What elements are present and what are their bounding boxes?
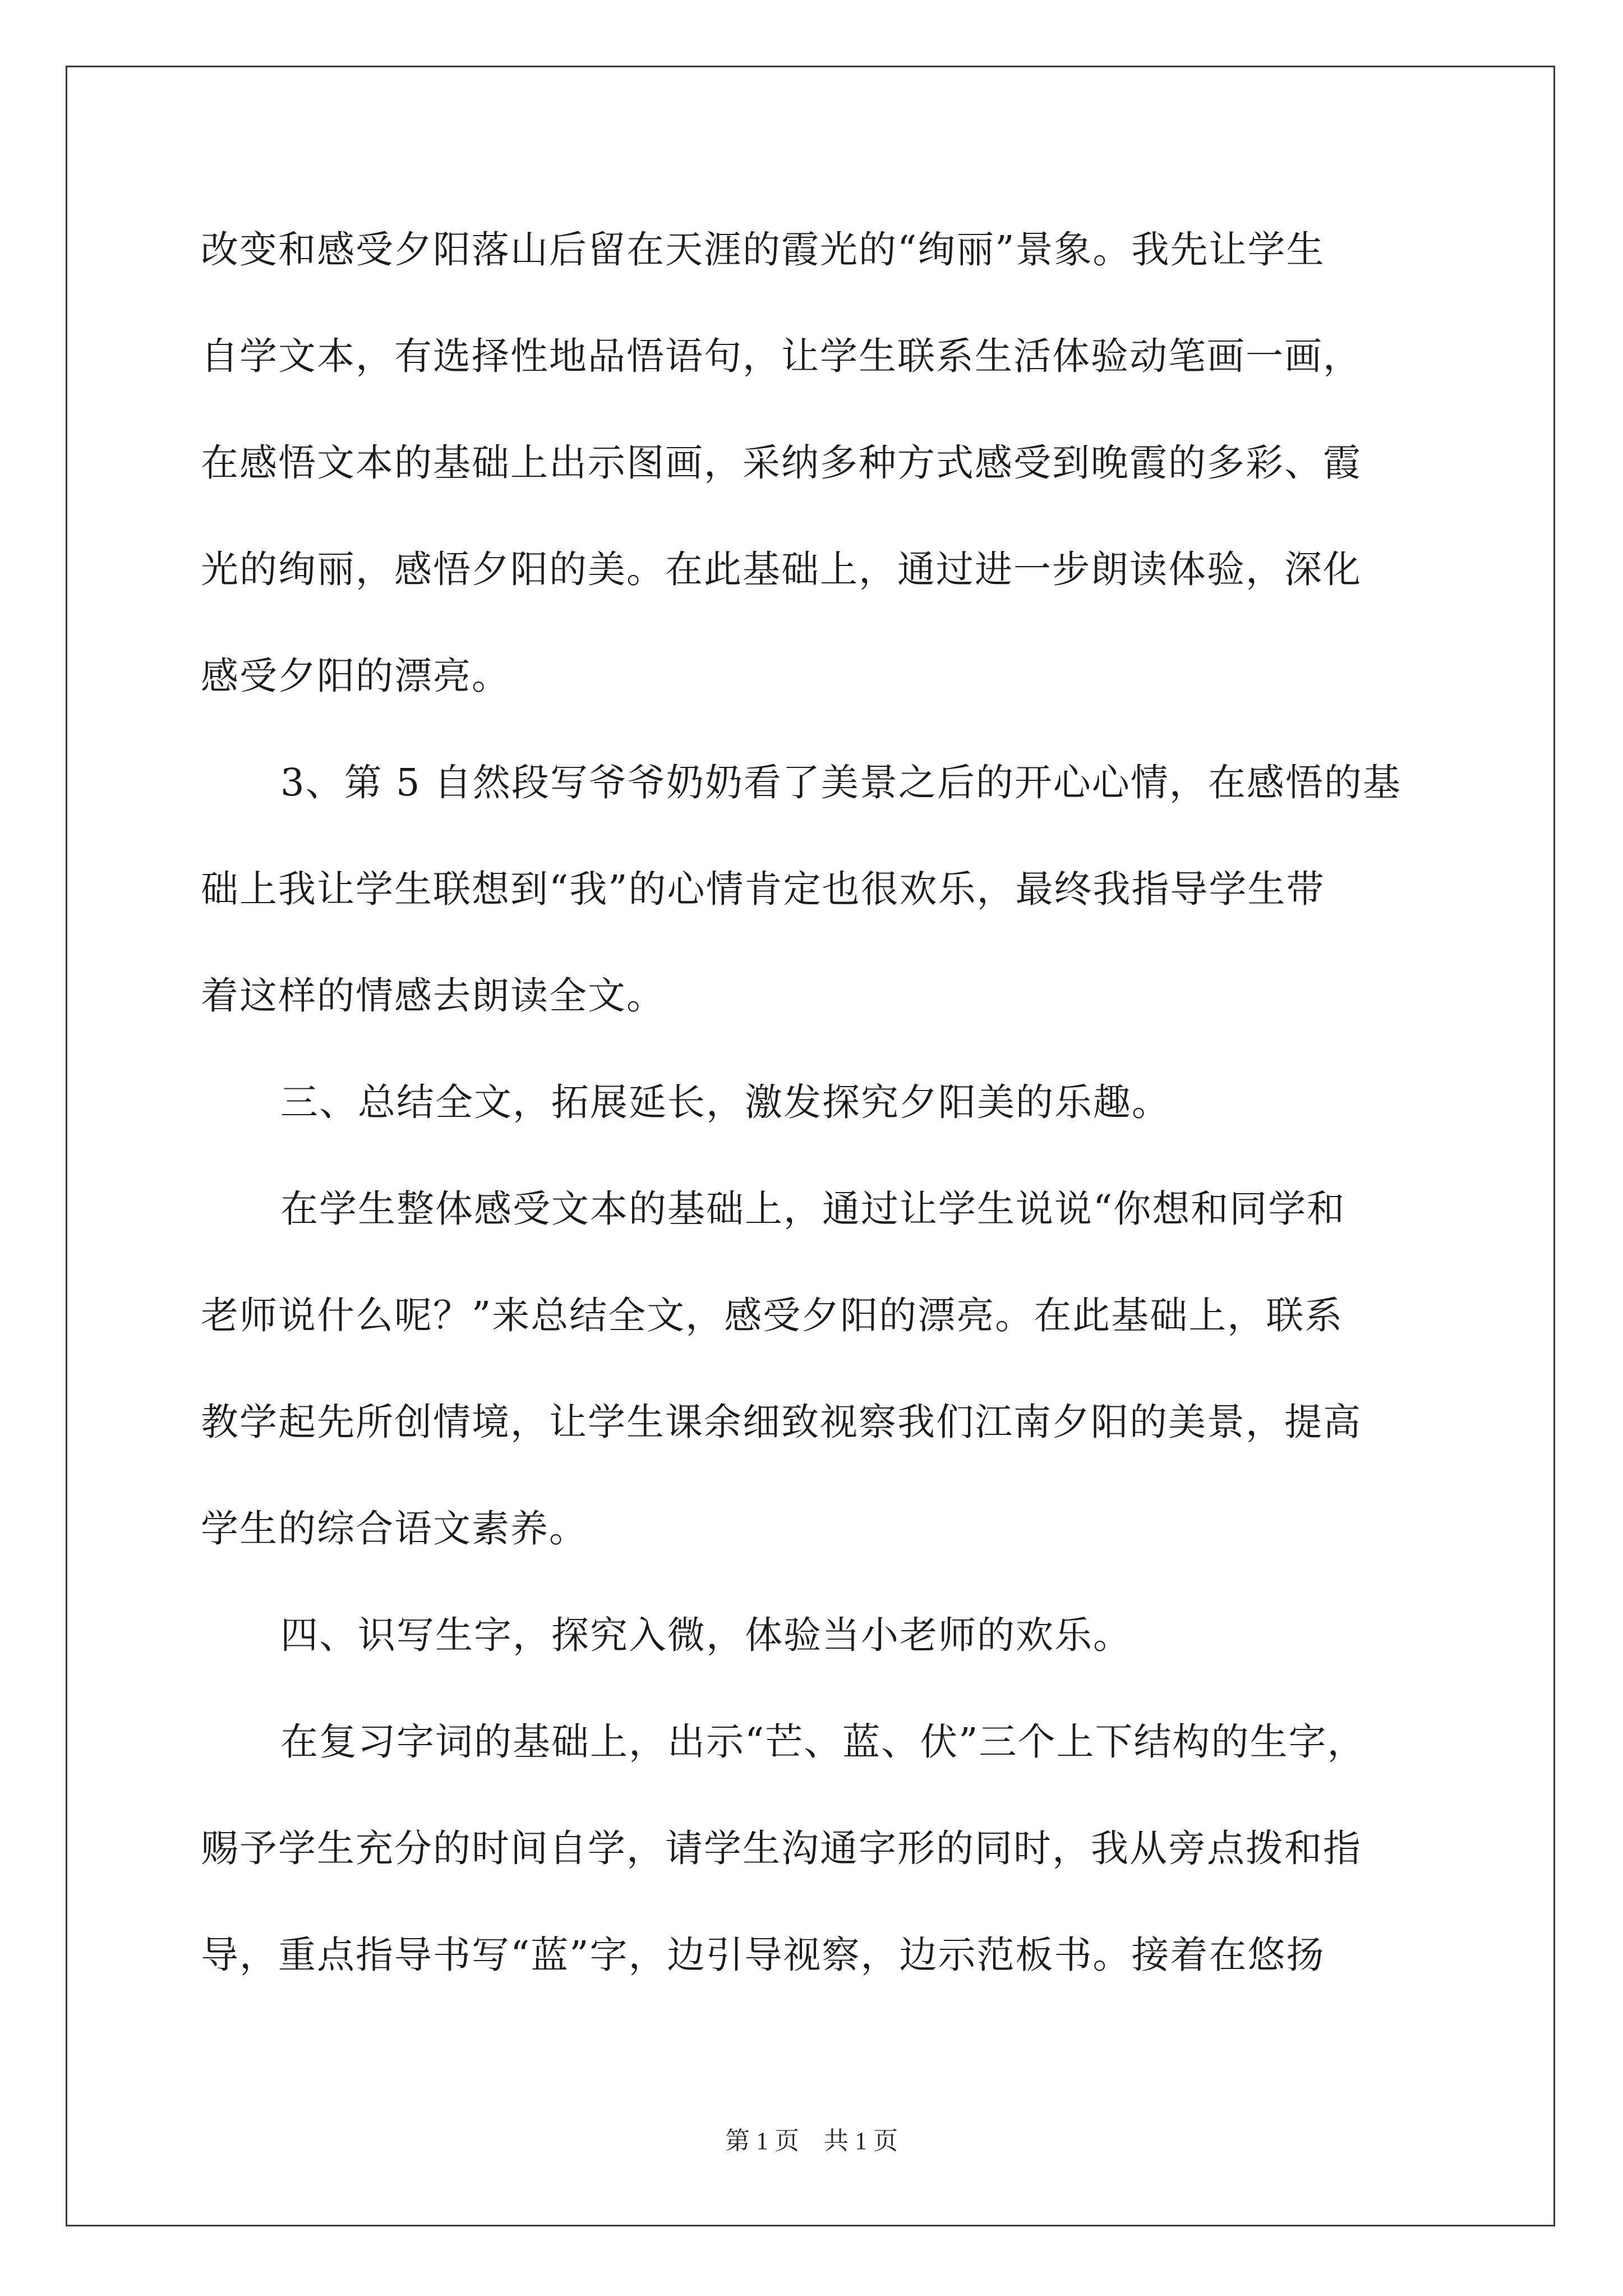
section-heading: 四、识写生字，探究入微，体验当小老师的欢乐。 [280, 1613, 1132, 1657]
text-line: 光的绚丽，感悟夕阳的美。在此基础上，通过进一步朗读体验，深化 [201, 547, 1362, 591]
text-line: 着这样的情感去朗读全文。 [201, 974, 665, 1018]
text-line: 老师说什么呢？”来总结全文，感受夕阳的漂亮。在此基础上，联系 [201, 1294, 1344, 1337]
section-heading: 三、总结全文，拓展延长，激发探究夕阳美的乐趣。 [280, 1080, 1170, 1124]
text-line: 教学起先所创情境，让学生课余细致视察我们江南夕阳的美景，提高 [201, 1400, 1362, 1444]
text-line: 自学文本，有选择性地品悟语句，让学生联系生活体验动笔画一画， [201, 334, 1362, 378]
text-line: 赐予学生充分的时间自学，请学生沟通字形的同时，我从旁点拨和指 [201, 1826, 1362, 1870]
page-frame [66, 66, 1555, 2226]
text-line: 3、第 5 自然段写爷爷奶奶看了美景之后的开心心情，在感悟的基 [280, 761, 1401, 804]
text-line: 在感悟文本的基础上出示图画，采纳多种方式感受到晚霞的多彩、霞 [201, 441, 1362, 485]
text-line: 导，重点指导书写“蓝”字，边引导视察，边示范板书。接着在悠扬 [201, 1933, 1325, 1977]
text-line: 学生的综合语文素养。 [201, 1507, 588, 1550]
text-line: 改变和感受夕阳落山后留在天涯的霞光的“绚丽”景象。我先让学生 [201, 228, 1325, 272]
text-line: 感受夕阳的漂亮。 [201, 654, 510, 698]
page-footer: 第 1 页 共 1 页 [725, 2127, 898, 2155]
text-line: 在学生整体感受文本的基础上，通过让学生说说“你想和同学和 [280, 1187, 1346, 1231]
text-line: 在复习字词的基础上，出示“芒、蓝、伏”三个上下结构的生字， [280, 1720, 1366, 1764]
text-line: 础上我让学生联想到“我”的心情肯定也很欢乐，最终我指导学生带 [201, 867, 1325, 911]
